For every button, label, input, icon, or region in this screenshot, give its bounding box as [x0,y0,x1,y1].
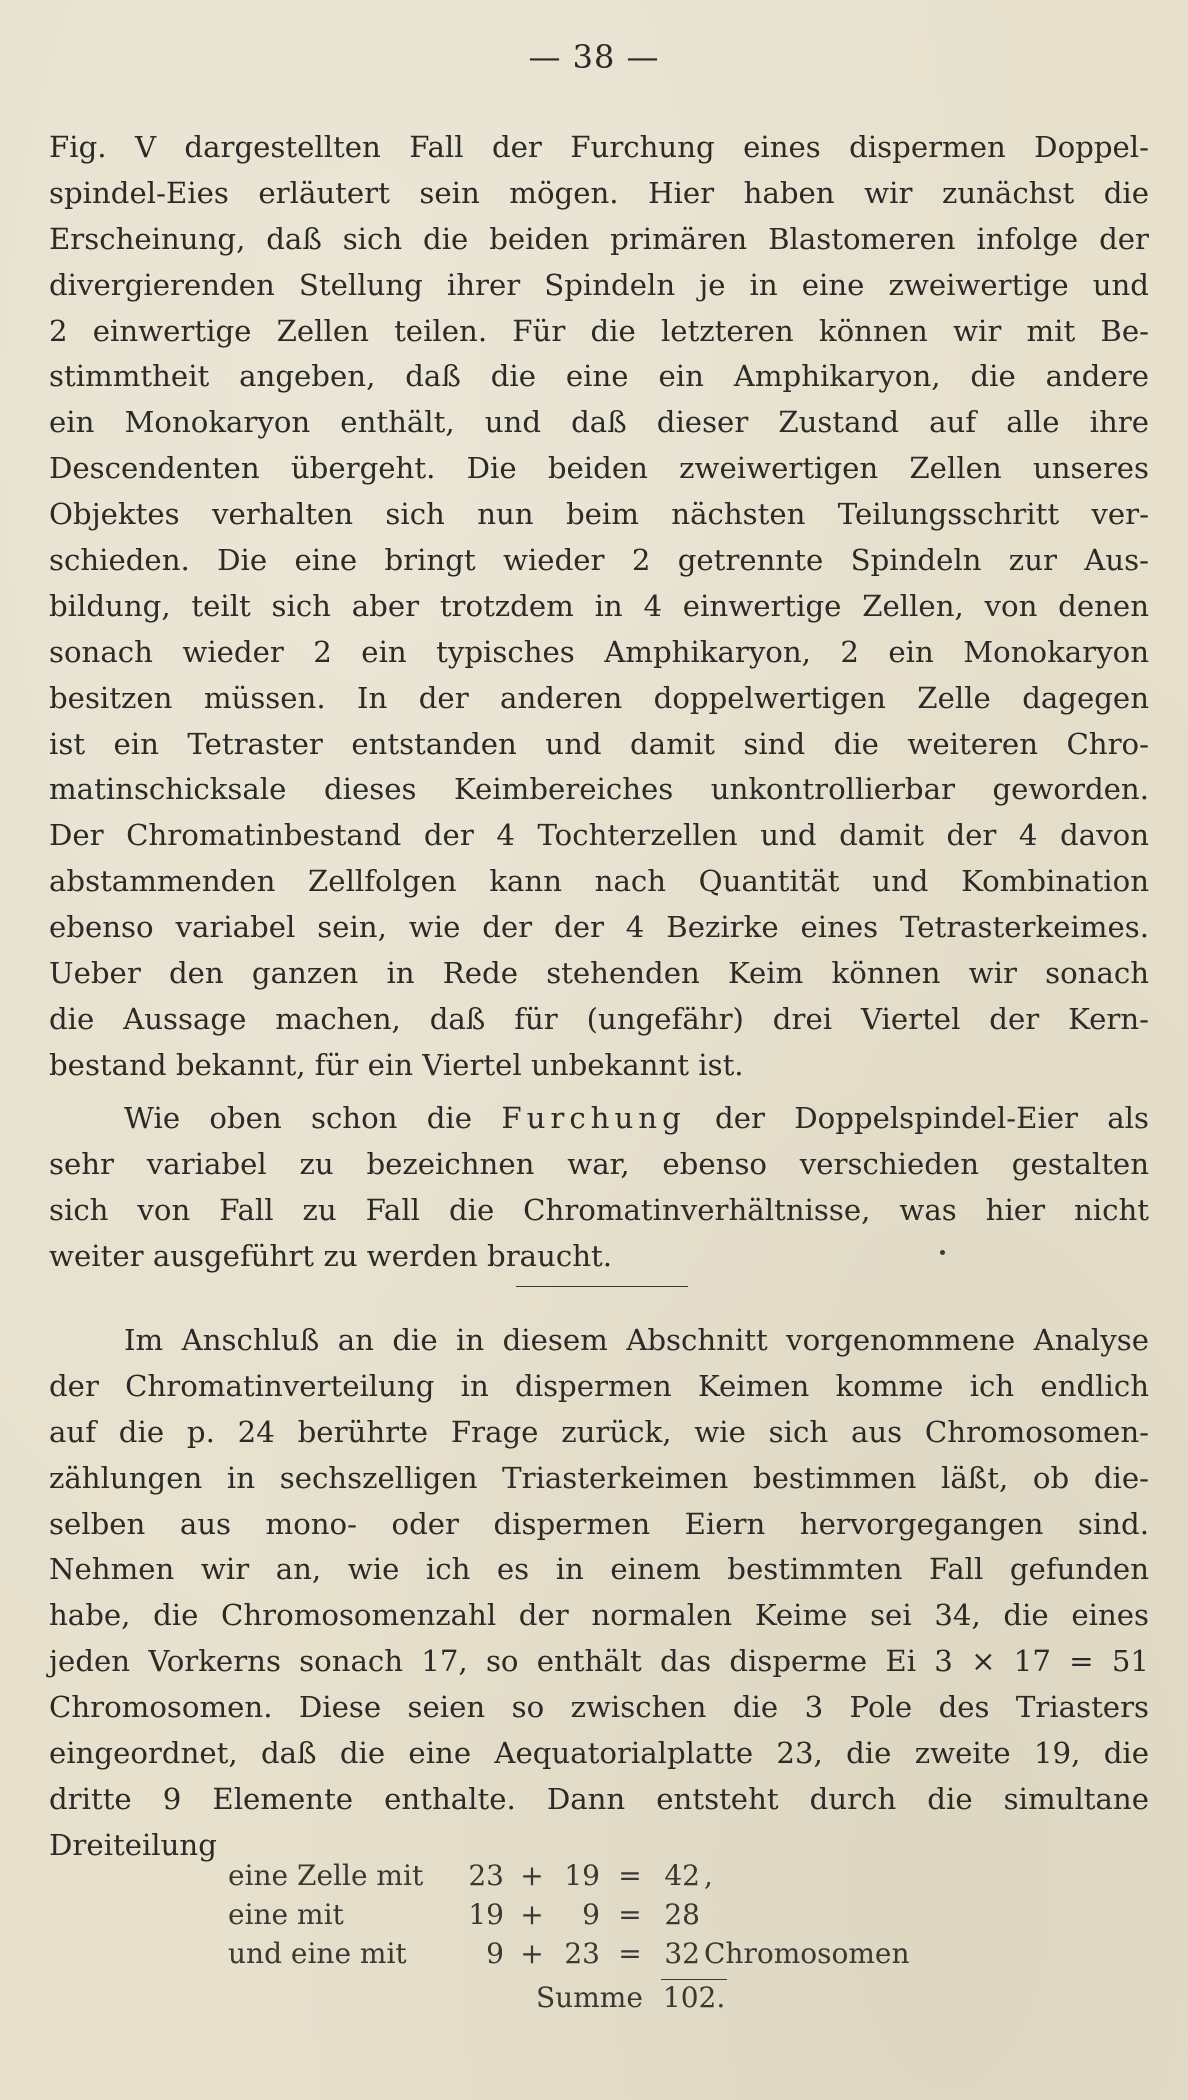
text-line: bildung, teilt sich aber trotzdem in 4 einwertige Zellen, von denen [49,588,1149,623]
calculation-row [228,1934,910,1973]
paragraph-chromosome-count [49,1318,1149,1869]
text-line: Fig. V dargestellten Fall der Furchung eines dispermen Doppel- [49,130,1149,164]
text-run: der Doppelspindel-Eier als [715,1101,1149,1135]
sum-value: 102. [662,1981,726,2014]
text-line: der Chromatinverteilung in dispermen Keimen komme ich endlich [49,1368,1149,1403]
paragraph-variability [49,1096,1149,1280]
sum-label: Summe [536,1981,643,2014]
text-line: sich von Fall zu Fall die Chromatinverhältnisse, was hier nicht [49,1192,1149,1227]
calc-result: 32 [664,1937,700,1970]
calc-tail [700,1895,704,1934]
text-line: sehr variabel zu bezeichnen war, ebenso verschieden gestalten [49,1146,1149,1181]
text-line: Der Chromatinbestand der 4 Tochterzellen und damit der 4 davon [49,818,1149,853]
text-line: 2 einwertige Zellen teilen. Für die letzteren können wir mit Be- [49,313,1149,348]
text-line: dritte 9 Elemente enthalte. Dann entsteht durch die simultane [49,1781,1149,1816]
plus-sign: + [520,1898,544,1931]
calc-operand-b: 19 [564,1859,600,1892]
plus-sign: + [520,1859,544,1892]
calc-result: 28 [664,1898,700,1931]
text-line: ist ein Tetraster entstanden und damit sind die weiteren Chro- [49,726,1149,761]
text-line: auf die p. 24 berührte Frage zurück, wie sich aus Chromosomen- [49,1414,1149,1449]
text-line: Objektes verhalten sich nun beim nächsten Teilungsschritt ver- [49,497,1149,532]
text-line: weiter ausgeführt zu werden braucht. [49,1238,612,1273]
text-line: Chromosomen. Diese seien so zwischen die 3 Pole des Triasters [49,1690,1149,1725]
text-line: Nehmen wir an, wie ich es in einem bestimmten Fall gefunden [49,1552,1149,1587]
text-line: ein Monokaryon enthält, und daß dieser Zustand auf alle ihre [49,405,1149,440]
text-line: stimmtheit angeben, daß die eine ein Amphikaryon, die andere [49,359,1149,394]
calculation-row [228,1895,910,1934]
text-line: Dreiteilung [49,1827,217,1862]
text-line: Ueber den ganzen in Rede stehenden Keim können wir sonach [49,956,1149,991]
text-line: die Aussage machen, daß für (ungefähr) drei Viertel der Kern- [49,1001,1149,1036]
page-number: — 38 — [528,38,660,76]
calc-operand-a: 19 [468,1898,504,1931]
text-line-first [49,1096,1149,1142]
text-line: besitzen müssen. In der anderen doppelwertigen Zelle dagegen [49,680,1149,715]
calculation-row [228,1856,910,1895]
text-line: bestand bekannt, für ein Viertel unbekannt ist. [49,1047,744,1082]
chromosome-calculation [228,1856,910,1973]
text-line: habe, die Chromosomenzahl der normalen Keime sei 34, die eines [49,1598,1149,1633]
text-line: Erscheinung, daß sich die beiden primären Blastomeren infolge der [49,221,1149,256]
text-line: sonach wieder 2 ein typisches Amphikaryon, 2 ein Monokaryon [49,634,1149,669]
plus-sign: + [520,1937,544,1970]
text-line: Descendenten übergeht. Die beiden zweiwertigen Zellen unseres [49,451,1149,486]
equals-sign: = [618,1937,642,1970]
equals-sign: = [618,1898,642,1931]
calc-tail: Chromosomen [704,1937,910,1970]
text-line: schieden. Die eine bringt wieder 2 getrennte Spindeln zur Aus- [49,543,1149,578]
text-line: eingeordnet, daß die eine Aequatorialplatte 23, die zweite 19, die [49,1736,1149,1771]
equals-sign: = [618,1859,642,1892]
section-divider [516,1286,688,1287]
calculation-sum [536,1979,727,2016]
calc-tail: , [704,1859,713,1892]
calc-label: und eine mit [228,1937,407,1970]
text-line: zählungen in sechszelligen Triasterkeimen bestimmen läßt, ob die- [49,1460,1149,1495]
text-run: Wie oben schon die [124,1101,473,1135]
emphasis-spaced-word: Furchung [501,1101,686,1135]
calc-label: eine Zelle mit [228,1859,424,1892]
text-line: divergierenden Stellung ihrer Spindeln je in eine zweiwertige und [49,267,1149,302]
calc-label: eine mit [228,1898,344,1931]
calc-operand-b: 23 [564,1937,600,1970]
text-line: spindel-Eies erläutert sein mögen. Hier haben wir zunächst die [49,175,1149,210]
text-line: jeden Vorkerns sonach 17, so enthält das disperme Ei 3 × 17 = 51 [49,1644,1149,1679]
text-line: selben aus mono- oder dispermen Eiern hervorgegangen sind. [49,1506,1149,1541]
calc-result: 42 [664,1859,700,1892]
paragraph-furchung-analysis [49,125,1149,1089]
text-line: Im Anschluß an die in diesem Abschnitt vorgenommene Analyse [124,1323,1149,1357]
text-line: matinschicksale dieses Keimbereiches unkontrollierbar geworden. [49,772,1149,807]
calc-operand-a: 23 [468,1859,504,1892]
stray-print-dot [940,1250,945,1255]
calc-operand-a: 9 [486,1937,504,1970]
text-line: abstammenden Zellfolgen kann nach Quantität und Kombination [49,864,1149,899]
calc-operand-b: 9 [582,1898,600,1931]
text-line: ebenso variabel sein, wie der der 4 Bezirke eines Tetrasterkeimes. [49,910,1149,945]
